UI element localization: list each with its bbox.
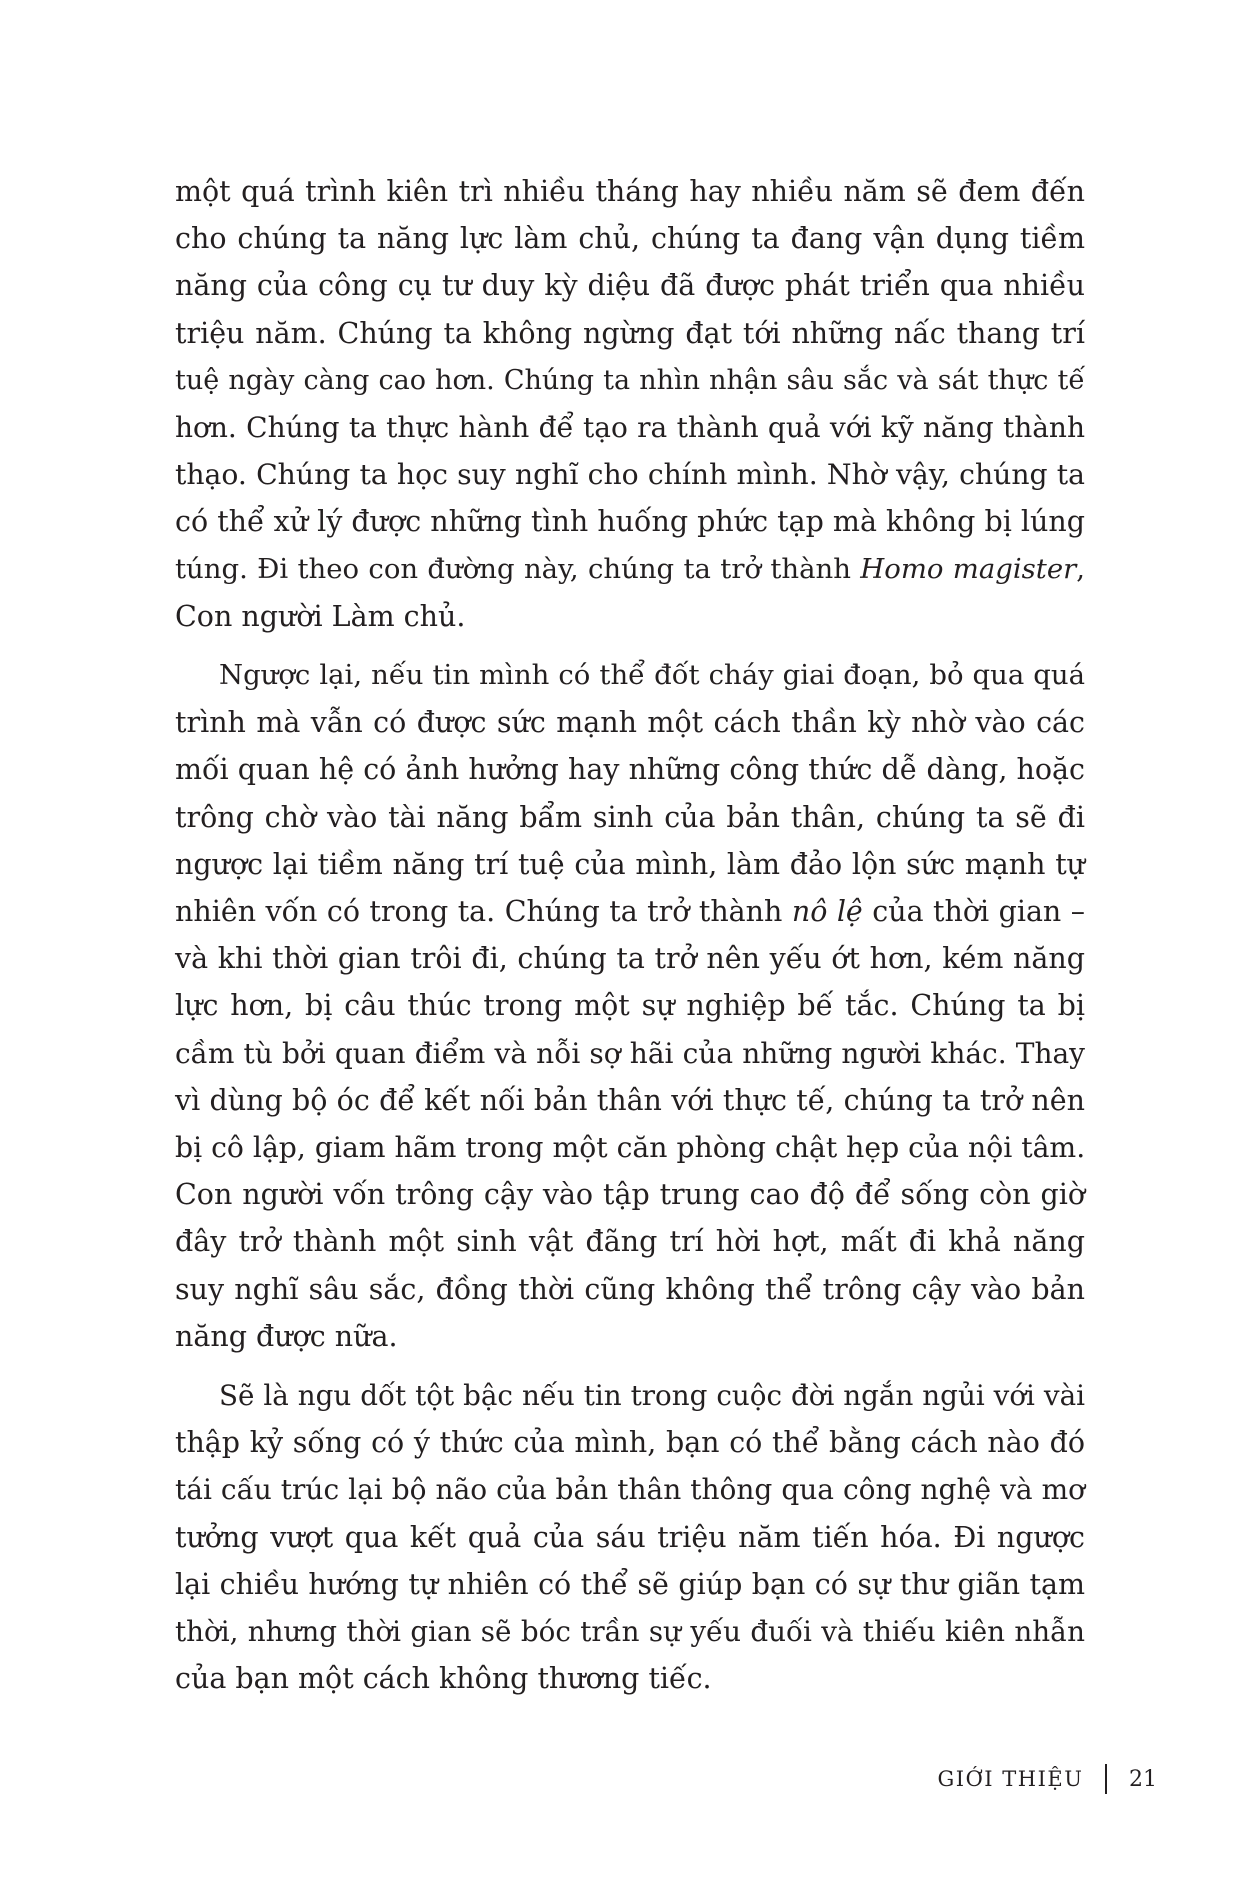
text-line: vì dùng bộ óc để kết nối bản thân với thực tế, chúng ta trở nên xyxy=(175,1083,1085,1117)
text-line: Sẽ là ngu dốt tột bậc nếu tin trong cuộc đời ngắn ngủi với vài xyxy=(219,1379,1085,1413)
italic-term: Homo magister xyxy=(860,552,1077,585)
text-line: hơn. Chúng ta thực hành để tạo ra thành quả với kỹ năng thành xyxy=(175,411,1085,445)
text-line: có thể xử lý được những tình huống phức tạp mà không bị lúng xyxy=(175,505,1085,539)
text-line: và khi thời gian trôi đi, chúng ta trở nên yếu ớt hơn, kém năng xyxy=(175,942,1085,976)
text-line: tưởng vượt qua kết quả của sáu triệu năm tiến hóa. Đi ngược xyxy=(175,1520,1085,1554)
text-line: lực hơn, bị câu thúc trong một sự nghiệp bế tắc. Chúng ta bị xyxy=(175,989,1085,1023)
text-line: trình mà vẫn có được sức mạnh một cách thần kỳ nhờ vào các xyxy=(175,706,1085,740)
paragraph xyxy=(175,1372,1085,1702)
text-line: mối quan hệ có ảnh hưởng hay những công thức dễ dàng, hoặc xyxy=(175,753,1085,787)
text-line: một quá trình kiên trì nhiều tháng hay nhiều năm sẽ đem đến xyxy=(175,175,1085,208)
line-text-before: nhiên vốn có trong ta. Chúng ta trở thành xyxy=(175,895,792,929)
paragraph xyxy=(175,168,1085,640)
text-line: lại chiều hướng tự nhiên có thể sẽ giúp bạn có sự thư giãn tạm xyxy=(175,1567,1085,1601)
line-text-before: túng. Đi theo con đường này, chúng ta trở thành xyxy=(175,552,861,585)
text-line xyxy=(175,546,1085,593)
text-line: triệu năm. Chúng ta không ngừng đạt tới những nấc thang trí xyxy=(175,316,1085,350)
line-text-after: , xyxy=(1076,552,1085,585)
text-line: Con người Làm chủ. xyxy=(175,599,466,633)
text-line: cho chúng ta năng lực làm chủ, chúng ta đang vận dụng tiềm xyxy=(175,222,1085,256)
text-line: suy nghĩ sâu sắc, đồng thời cũng không thể trông cậy vào bản xyxy=(175,1272,1085,1306)
text-line: Con người vốn trông cậy vào tập trung cao độ để sống còn giờ xyxy=(175,1178,1085,1212)
text-line: trông chờ vào tài năng bẩm sinh của bản thân, chúng ta sẽ đi xyxy=(175,800,1085,834)
running-footer-section-title: GIỚI THIỆU xyxy=(937,1767,1084,1791)
text-line: năng được nữa. xyxy=(175,1319,398,1353)
page-footer xyxy=(938,1764,1158,1794)
text-line: bị cô lập, giam hãm trong một căn phòng chật hẹp của nội tâm. xyxy=(175,1131,1086,1165)
text-line: thập kỷ sống có ý thức của mình, bạn có thể bằng cách nào đó xyxy=(175,1426,1085,1460)
text-line: tái cấu trúc lại bộ não của bản thân thông qua công nghệ và mơ xyxy=(175,1473,1085,1507)
text-line: thạo. Chúng ta học suy nghĩ cho chính mình. Nhờ vậy, chúng ta xyxy=(175,458,1085,492)
text-line: của bạn một cách không thương tiếc. xyxy=(175,1662,712,1696)
text-line: đây trở thành một sinh vật đãng trí hời hợt, mất đi khả năng xyxy=(175,1225,1085,1259)
page-number: 21 xyxy=(1129,1766,1157,1792)
text-line: tuệ ngày càng cao hơn. Chúng ta nhìn nhận sâu sắc và sát thực tế xyxy=(175,364,1085,396)
text-line: thời, nhưng thời gian sẽ bóc trần sự yếu đuối và thiếu kiên nhẫn xyxy=(175,1615,1085,1649)
text-line xyxy=(175,888,1085,935)
body-text xyxy=(175,168,1085,1703)
text-line: cầm tù bởi quan điểm và nỗi sợ hãi của những người khác. Thay xyxy=(175,1036,1085,1070)
italic-term: nô lệ xyxy=(791,895,863,929)
line-text-after: của thời gian – xyxy=(862,895,1085,929)
text-line: năng của công cụ tư duy kỳ diệu đã được phát triển qua nhiều xyxy=(175,269,1085,303)
text-line: Ngược lại, nếu tin mình có thể đốt cháy giai đoạn, bỏ qua quá xyxy=(219,659,1085,692)
footer-divider xyxy=(1105,1764,1107,1794)
text-line: ngược lại tiềm năng trí tuệ của mình, làm đảo lộn sức mạnh tự xyxy=(175,847,1085,881)
paragraph xyxy=(175,652,1085,1360)
